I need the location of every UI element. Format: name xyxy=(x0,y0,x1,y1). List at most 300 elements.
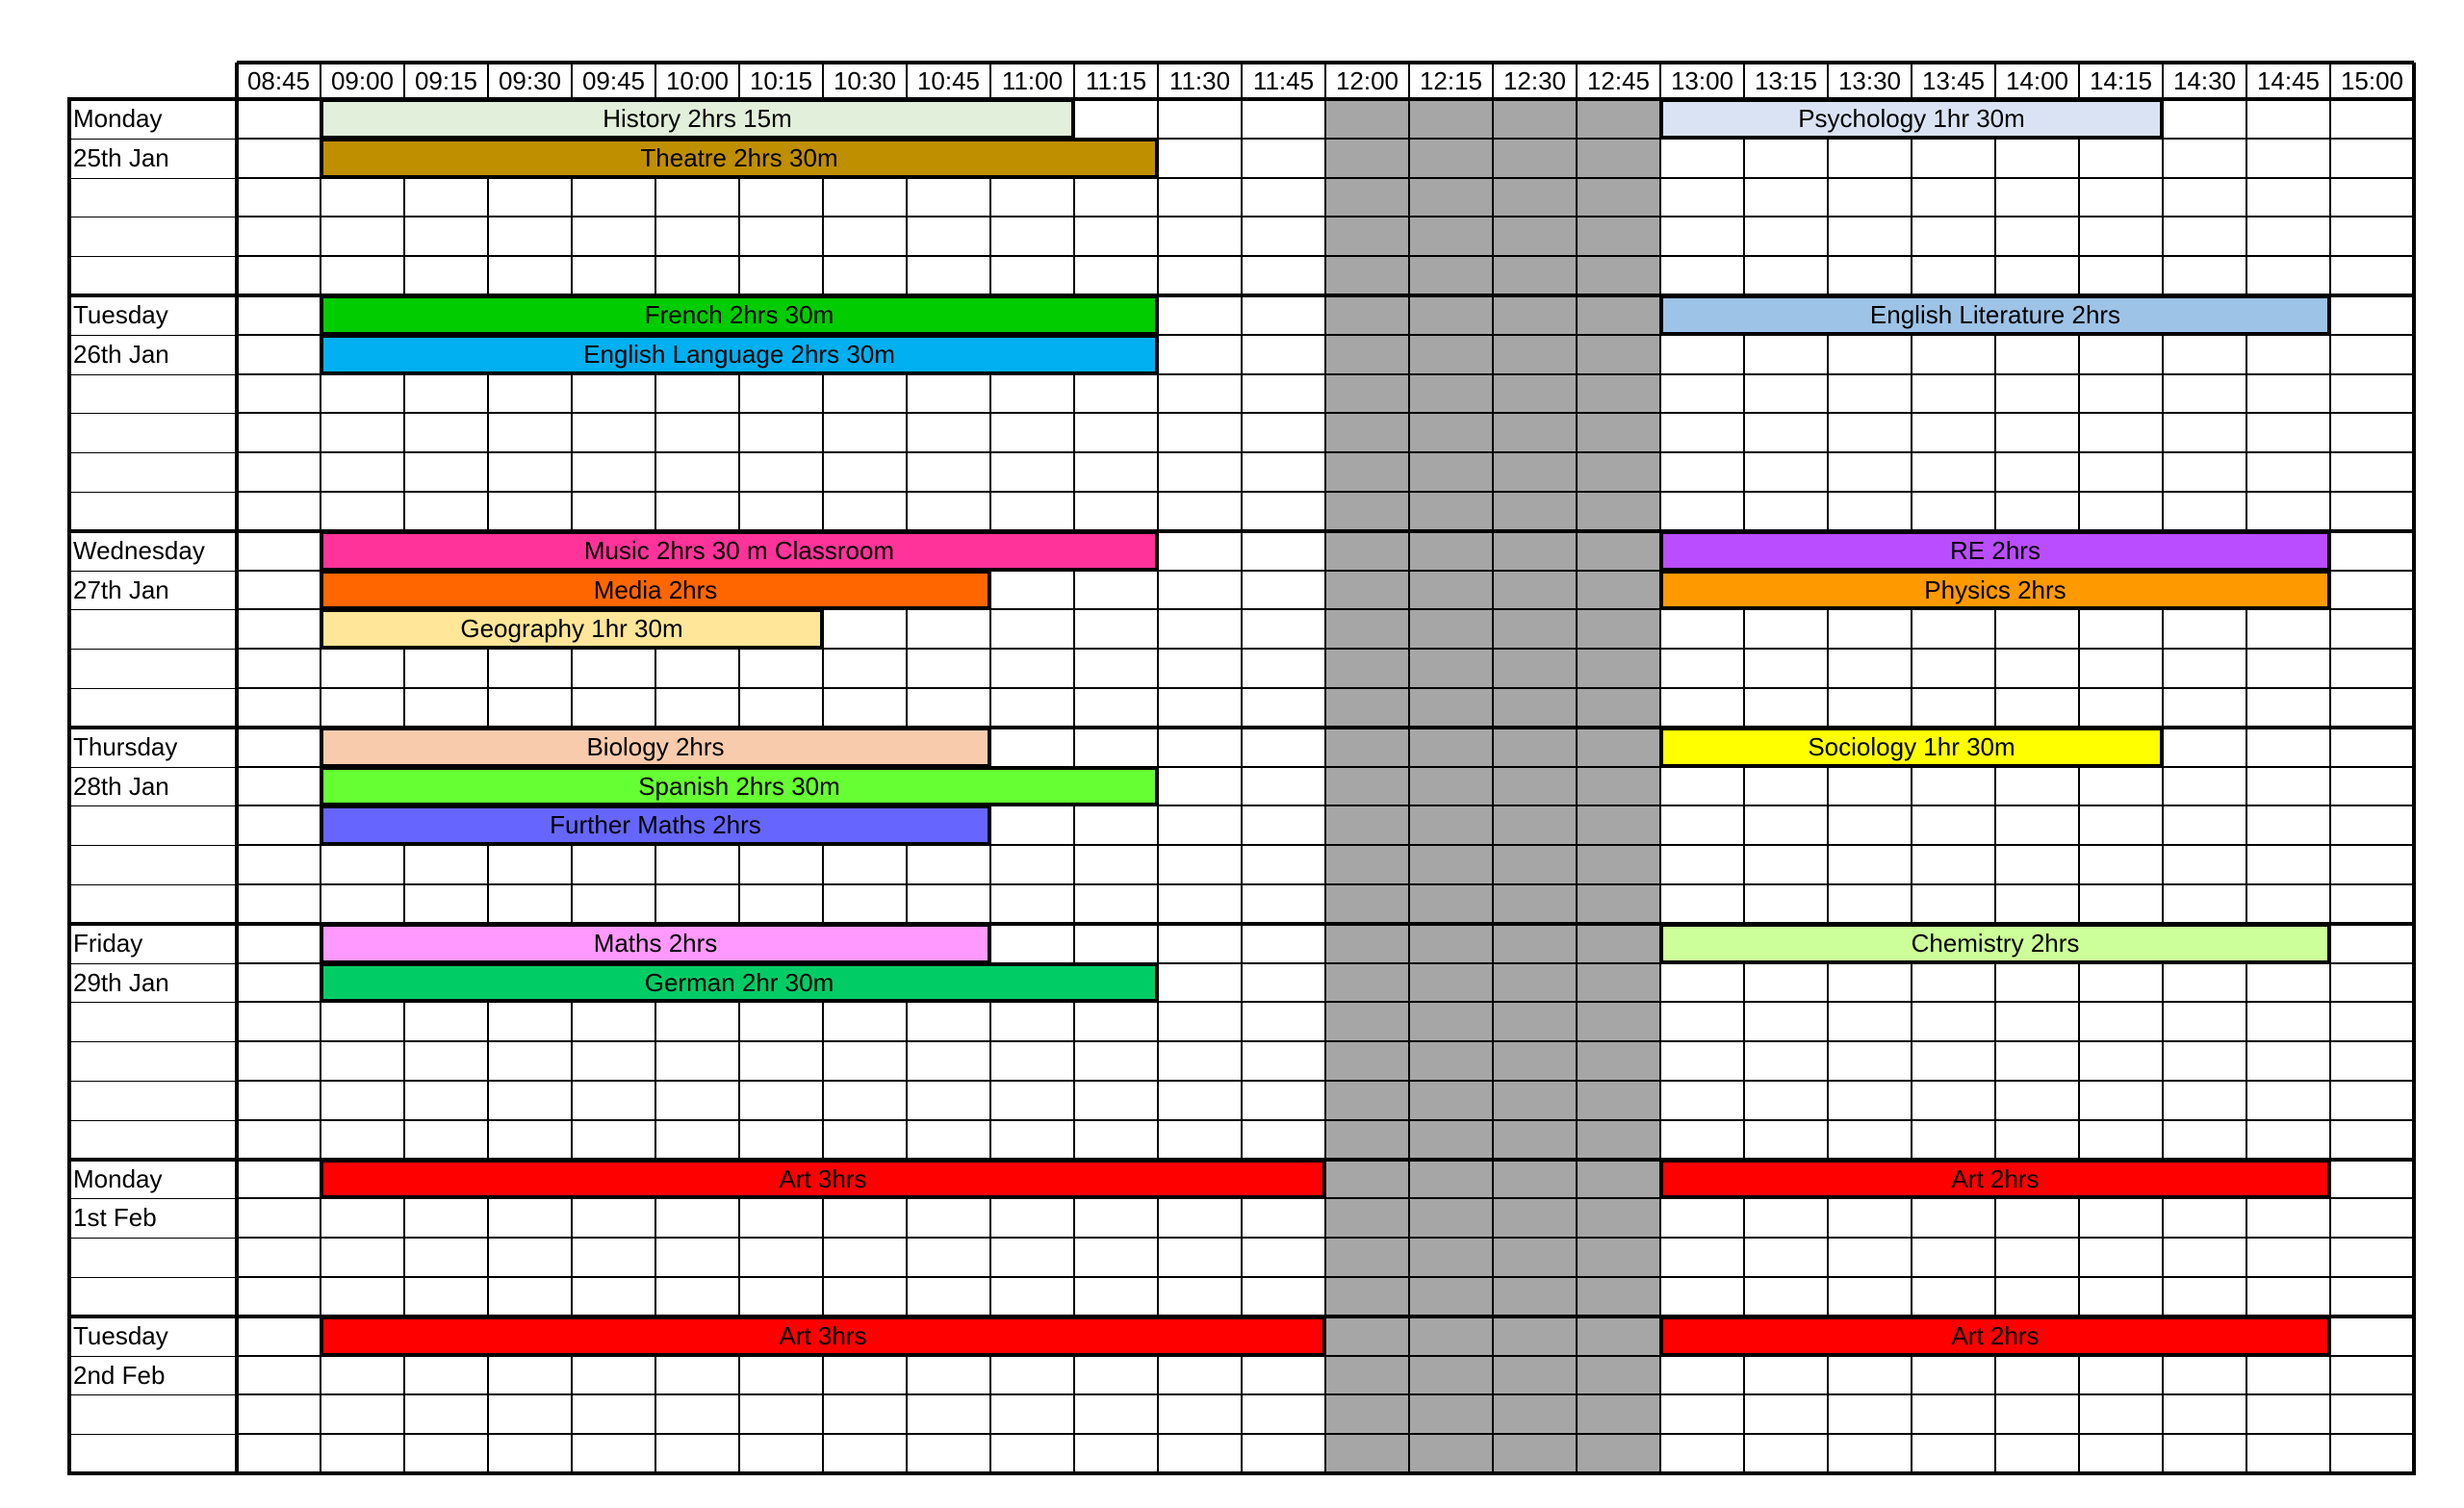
slot-cell xyxy=(2079,1081,2163,1120)
day-row-divider xyxy=(67,884,237,885)
lunch-cell xyxy=(1577,1277,1660,1316)
time-header: 14:00 xyxy=(1995,63,2079,99)
lunch-cell xyxy=(1577,1041,1660,1081)
day-name: Tuesday xyxy=(73,300,168,329)
slot-cell xyxy=(404,178,488,217)
slot-cell xyxy=(1660,884,1744,924)
lunch-cell xyxy=(1409,1198,1493,1238)
slot-cell xyxy=(1995,139,2079,178)
slot-cell xyxy=(2246,1356,2330,1395)
lunch-cell xyxy=(1577,1002,1660,1041)
lunch-cell xyxy=(1493,1160,1577,1199)
slot-cell xyxy=(1242,688,1325,728)
slot-cell xyxy=(1995,178,2079,217)
slot-cell xyxy=(1912,492,1995,531)
slot-cell xyxy=(823,609,907,649)
slot-cell xyxy=(2163,1120,2246,1160)
slot-cell xyxy=(2330,1394,2414,1434)
slot-cell xyxy=(1158,963,1242,1003)
slot-cell xyxy=(1242,805,1325,845)
slot-cell xyxy=(823,374,907,414)
slot-cell xyxy=(739,1120,823,1160)
slot-cell xyxy=(907,1238,990,1277)
session-bar[interactable]: Spanish 2hrs 30m xyxy=(321,767,1158,806)
slot-cell xyxy=(1158,1277,1242,1316)
slot-cell xyxy=(1158,1002,1242,1041)
lunch-cell xyxy=(1493,1434,1577,1473)
time-header: 09:45 xyxy=(572,63,655,99)
session-bar[interactable]: Physics 2hrs xyxy=(1660,571,2330,610)
lunch-cell xyxy=(1577,99,1660,139)
slot-cell xyxy=(2163,99,2246,139)
slot-cell xyxy=(655,492,739,531)
slot-cell xyxy=(1158,728,1242,767)
lunch-cell xyxy=(1325,335,1409,374)
slot-cell xyxy=(1828,884,1912,924)
slot-cell xyxy=(823,1041,907,1081)
slot-cell xyxy=(1158,139,1242,178)
slot-cell xyxy=(404,374,488,414)
lunch-cell xyxy=(1409,924,1493,963)
slot-cell xyxy=(572,1120,655,1160)
slot-cell xyxy=(321,1394,404,1434)
slot-cell xyxy=(1074,571,1158,610)
slot-cell xyxy=(1828,1081,1912,1120)
slot-cell xyxy=(404,845,488,884)
slot-cell xyxy=(2246,805,2330,845)
session-bar[interactable]: Art 3hrs xyxy=(321,1160,1325,1199)
slot-cell xyxy=(1074,1394,1158,1434)
slot-cell xyxy=(739,649,823,688)
slot-cell xyxy=(488,452,572,492)
slot-cell xyxy=(1074,413,1158,452)
slot-cell xyxy=(2246,1120,2330,1160)
slot-cell xyxy=(655,374,739,414)
slot-cell xyxy=(1158,924,1242,963)
slot-cell xyxy=(1242,178,1325,217)
slot-cell xyxy=(2330,1002,2414,1041)
slot-cell xyxy=(990,1277,1074,1316)
slot-cell xyxy=(321,217,404,256)
slot-cell xyxy=(1912,256,1995,295)
session-bar[interactable]: Media 2hrs xyxy=(321,571,990,610)
session-bar[interactable]: Art 2hrs xyxy=(1660,1160,2330,1199)
slot-cell xyxy=(237,139,321,178)
slot-cell xyxy=(237,609,321,649)
slot-cell xyxy=(2330,1160,2414,1199)
slot-cell xyxy=(823,1081,907,1120)
slot-cell xyxy=(823,1198,907,1238)
table-border xyxy=(2412,63,2416,1475)
slot-cell xyxy=(823,1277,907,1316)
slot-cell xyxy=(739,217,823,256)
session-bar[interactable]: RE 2hrs xyxy=(1660,531,2330,571)
slot-cell xyxy=(1828,767,1912,806)
slot-cell xyxy=(2079,884,2163,924)
lunch-cell xyxy=(1409,374,1493,414)
slot-cell xyxy=(823,1002,907,1041)
lunch-cell xyxy=(1409,413,1493,452)
slot-cell xyxy=(321,845,404,884)
slot-cell xyxy=(404,1394,488,1434)
slot-cell xyxy=(739,884,823,924)
session-bar[interactable]: Maths 2hrs xyxy=(321,924,990,963)
day-date: 1st Feb xyxy=(73,1203,157,1233)
slot-cell xyxy=(1158,767,1242,806)
slot-cell xyxy=(1744,884,1828,924)
day-row-divider xyxy=(67,335,237,336)
day-date: 26th Jan xyxy=(73,339,169,369)
slot-cell xyxy=(321,1434,404,1473)
slot-cell xyxy=(2330,1081,2414,1120)
slot-cell xyxy=(2246,767,2330,806)
lunch-cell xyxy=(1577,688,1660,728)
slot-cell xyxy=(2330,256,2414,295)
slot-cell xyxy=(404,1120,488,1160)
lunch-cell xyxy=(1493,1120,1577,1160)
slot-cell xyxy=(2330,805,2414,845)
session-bar[interactable]: Further Maths 2hrs xyxy=(321,805,990,845)
slot-cell xyxy=(990,728,1074,767)
lunch-cell xyxy=(1493,571,1577,610)
slot-cell xyxy=(739,374,823,414)
slot-cell xyxy=(404,1277,488,1316)
slot-cell xyxy=(404,1198,488,1238)
slot-cell xyxy=(2079,413,2163,452)
slot-cell xyxy=(2163,1081,2246,1120)
lunch-cell xyxy=(1325,413,1409,452)
lunch-cell xyxy=(1325,649,1409,688)
slot-cell xyxy=(1158,256,1242,295)
day-row-divider xyxy=(67,492,237,493)
slot-cell xyxy=(2246,1198,2330,1238)
slot-cell xyxy=(2079,1002,2163,1041)
slot-cell xyxy=(990,413,1074,452)
slot-cell xyxy=(907,1356,990,1395)
slot-cell xyxy=(1912,178,1995,217)
slot-cell xyxy=(1158,649,1242,688)
day-row-divider xyxy=(67,609,237,610)
lunch-cell xyxy=(1577,139,1660,178)
slot-cell xyxy=(237,1316,321,1356)
slot-cell xyxy=(655,178,739,217)
session-bar[interactable]: Chemistry 2hrs xyxy=(1660,924,2330,963)
lunch-cell xyxy=(1409,845,1493,884)
slot-cell xyxy=(2079,256,2163,295)
lunch-cell xyxy=(1493,963,1577,1003)
lunch-cell xyxy=(1325,924,1409,963)
slot-cell xyxy=(2079,963,2163,1003)
slot-cell xyxy=(1074,1434,1158,1473)
slot-cell xyxy=(1912,963,1995,1003)
slot-cell xyxy=(2246,1238,2330,1277)
lunch-cell xyxy=(1409,1394,1493,1434)
slot-cell xyxy=(488,649,572,688)
slot-cell xyxy=(1744,178,1828,217)
lunch-cell xyxy=(1577,884,1660,924)
lunch-cell xyxy=(1325,256,1409,295)
slot-cell xyxy=(2163,413,2246,452)
slot-cell xyxy=(1158,609,1242,649)
day-row-divider xyxy=(67,1041,237,1042)
slot-cell xyxy=(1158,1238,1242,1277)
slot-cell xyxy=(1744,845,1828,884)
session-bar[interactable]: English Language 2hrs 30m xyxy=(321,335,1158,374)
lunch-cell xyxy=(1577,845,1660,884)
slot-cell xyxy=(488,1356,572,1395)
day-row-divider xyxy=(67,1081,237,1082)
slot-cell xyxy=(1912,884,1995,924)
slot-cell xyxy=(1660,413,1744,452)
session-bar[interactable]: Biology 2hrs xyxy=(321,728,990,767)
slot-cell xyxy=(2079,1238,2163,1277)
lunch-cell xyxy=(1577,256,1660,295)
slot-cell xyxy=(237,217,321,256)
slot-cell xyxy=(321,649,404,688)
session-bar[interactable]: English Literature 2hrs xyxy=(1660,295,2330,335)
slot-cell xyxy=(2163,767,2246,806)
slot-cell xyxy=(1744,1198,1828,1238)
slot-cell xyxy=(907,1394,990,1434)
slot-cell xyxy=(739,178,823,217)
slot-cell xyxy=(1828,178,1912,217)
slot-cell xyxy=(655,452,739,492)
slot-cell xyxy=(990,256,1074,295)
slot-cell xyxy=(823,649,907,688)
slot-cell xyxy=(2330,413,2414,452)
lunch-cell xyxy=(1577,1198,1660,1238)
slot-cell xyxy=(2079,1041,2163,1081)
slot-cell xyxy=(990,492,1074,531)
lunch-cell xyxy=(1493,1002,1577,1041)
slot-cell xyxy=(1660,1356,1744,1395)
slot-cell xyxy=(1828,217,1912,256)
slot-cell xyxy=(1912,1238,1995,1277)
slot-cell xyxy=(739,1041,823,1081)
lunch-cell xyxy=(1325,1238,1409,1277)
slot-cell xyxy=(1995,217,2079,256)
lunch-cell xyxy=(1325,178,1409,217)
slot-cell xyxy=(2330,767,2414,806)
day-date: 2nd Feb xyxy=(73,1360,166,1390)
time-header: 13:45 xyxy=(1912,63,1995,99)
lunch-cell xyxy=(1325,531,1409,571)
session-bar[interactable]: German 2hr 30m xyxy=(321,963,1158,1003)
lunch-cell xyxy=(1409,963,1493,1003)
slot-cell xyxy=(2079,1120,2163,1160)
session-bar[interactable]: French 2hrs 30m xyxy=(321,295,1158,335)
slot-cell xyxy=(1074,374,1158,414)
lunch-cell xyxy=(1493,845,1577,884)
lunch-cell xyxy=(1493,178,1577,217)
slot-cell xyxy=(1995,845,2079,884)
slot-cell xyxy=(321,1277,404,1316)
slot-cell xyxy=(488,845,572,884)
slot-cell xyxy=(488,1198,572,1238)
lunch-cell xyxy=(1577,178,1660,217)
lunch-cell xyxy=(1409,1041,1493,1081)
lunch-cell xyxy=(1409,805,1493,845)
lunch-cell xyxy=(1493,1081,1577,1120)
lunch-cell xyxy=(1325,1160,1409,1199)
slot-cell xyxy=(1242,767,1325,806)
slot-cell xyxy=(237,1041,321,1081)
slot-cell xyxy=(739,1356,823,1395)
slot-cell xyxy=(990,884,1074,924)
slot-cell xyxy=(1242,884,1325,924)
slot-cell xyxy=(572,178,655,217)
slot-cell xyxy=(488,1238,572,1277)
lunch-cell xyxy=(1409,1356,1493,1395)
slot-cell xyxy=(404,492,488,531)
slot-cell xyxy=(1158,413,1242,452)
slot-cell xyxy=(1242,374,1325,414)
slot-cell xyxy=(1158,492,1242,531)
slot-cell xyxy=(823,1238,907,1277)
slot-cell xyxy=(907,1277,990,1316)
slot-cell xyxy=(488,1120,572,1160)
slot-cell xyxy=(572,1081,655,1120)
slot-cell xyxy=(2330,1316,2414,1356)
slot-cell xyxy=(2330,1277,2414,1316)
slot-cell xyxy=(2246,845,2330,884)
session-bar[interactable]: Music 2hrs 30 m Classroom xyxy=(321,531,1158,571)
slot-cell xyxy=(1158,1120,1242,1160)
slot-cell xyxy=(404,1081,488,1120)
session-bar[interactable]: Geography 1hr 30m xyxy=(321,609,823,649)
slot-cell xyxy=(823,413,907,452)
slot-cell xyxy=(739,256,823,295)
time-header: 14:45 xyxy=(2246,63,2330,99)
slot-cell xyxy=(572,1356,655,1395)
slot-cell xyxy=(1744,963,1828,1003)
slot-cell xyxy=(2163,374,2246,414)
slot-cell xyxy=(1912,805,1995,845)
slot-cell xyxy=(1242,924,1325,963)
slot-cell xyxy=(990,845,1074,884)
lunch-cell xyxy=(1577,1238,1660,1277)
slot-cell xyxy=(2163,1394,2246,1434)
slot-cell xyxy=(488,1081,572,1120)
session-bar[interactable]: Art 3hrs xyxy=(321,1316,1325,1356)
lunch-cell xyxy=(1577,1356,1660,1395)
lunch-cell xyxy=(1577,728,1660,767)
slot-cell xyxy=(404,452,488,492)
slot-cell xyxy=(404,688,488,728)
slot-cell xyxy=(2163,728,2246,767)
slot-cell xyxy=(237,452,321,492)
lunch-cell xyxy=(1325,1277,1409,1316)
slot-cell xyxy=(823,256,907,295)
time-header: 14:15 xyxy=(2079,63,2163,99)
slot-cell xyxy=(2330,531,2414,571)
slot-cell xyxy=(1744,1434,1828,1473)
lunch-cell xyxy=(1493,256,1577,295)
lunch-cell xyxy=(1577,492,1660,531)
slot-cell xyxy=(655,688,739,728)
slot-cell xyxy=(655,1434,739,1473)
slot-cell xyxy=(1828,1394,1912,1434)
slot-cell xyxy=(1912,845,1995,884)
slot-cell xyxy=(1828,139,1912,178)
slot-cell xyxy=(823,217,907,256)
slot-cell xyxy=(572,452,655,492)
slot-cell xyxy=(823,688,907,728)
day-row-divider xyxy=(67,688,237,689)
slot-cell xyxy=(990,688,1074,728)
slot-cell xyxy=(1912,1394,1995,1434)
slot-cell xyxy=(990,452,1074,492)
slot-cell xyxy=(990,178,1074,217)
slot-cell xyxy=(2330,374,2414,414)
slot-cell xyxy=(321,1356,404,1395)
slot-cell xyxy=(1660,374,1744,414)
slot-cell xyxy=(237,767,321,806)
slot-cell xyxy=(739,1277,823,1316)
session-bar[interactable]: Psychology 1hr 30m xyxy=(1660,99,2163,139)
slot-cell xyxy=(907,492,990,531)
slot-cell xyxy=(1158,217,1242,256)
slot-cell xyxy=(572,1394,655,1434)
day-row-divider xyxy=(67,452,237,453)
slot-cell xyxy=(655,845,739,884)
slot-cell xyxy=(1828,1238,1912,1277)
slot-cell xyxy=(2079,767,2163,806)
slot-cell xyxy=(1158,845,1242,884)
slot-cell xyxy=(237,374,321,414)
slot-cell xyxy=(655,1356,739,1395)
day-row-divider xyxy=(67,139,237,140)
slot-cell xyxy=(907,1002,990,1041)
slot-cell xyxy=(907,413,990,452)
day-name: Wednesday xyxy=(73,535,205,565)
slot-cell xyxy=(1242,335,1325,374)
session-bar[interactable]: Sociology 1hr 30m xyxy=(1660,728,2163,767)
slot-cell xyxy=(1074,1356,1158,1395)
slot-cell xyxy=(572,374,655,414)
slot-cell xyxy=(739,1434,823,1473)
session-bar[interactable]: Theatre 2hrs 30m xyxy=(321,139,1158,178)
slot-cell xyxy=(2246,413,2330,452)
slot-cell xyxy=(1158,1081,1242,1120)
slot-cell xyxy=(1242,1434,1325,1473)
day-row-divider xyxy=(67,178,237,179)
slot-cell xyxy=(2079,335,2163,374)
slot-cell xyxy=(1744,1081,1828,1120)
slot-cell xyxy=(1995,1198,2079,1238)
time-header: 12:00 xyxy=(1325,63,1409,99)
slot-cell xyxy=(2246,1434,2330,1473)
slot-cell xyxy=(739,492,823,531)
session-bar[interactable]: Art 2hrs xyxy=(1660,1316,2330,1356)
slot-cell xyxy=(2163,609,2246,649)
slot-cell xyxy=(321,688,404,728)
slot-cell xyxy=(1158,1356,1242,1395)
day-row-divider xyxy=(67,1238,237,1239)
slot-cell xyxy=(2330,99,2414,139)
lunch-cell xyxy=(1325,1120,1409,1160)
lunch-cell xyxy=(1493,767,1577,806)
slot-cell xyxy=(2330,335,2414,374)
session-bar[interactable]: History 2hrs 15m xyxy=(321,99,1074,139)
slot-cell xyxy=(237,1394,321,1434)
lunch-cell xyxy=(1325,688,1409,728)
slot-cell xyxy=(2246,374,2330,414)
slot-cell xyxy=(1242,217,1325,256)
slot-cell xyxy=(488,1434,572,1473)
slot-cell xyxy=(1744,1238,1828,1277)
slot-cell xyxy=(321,1198,404,1238)
